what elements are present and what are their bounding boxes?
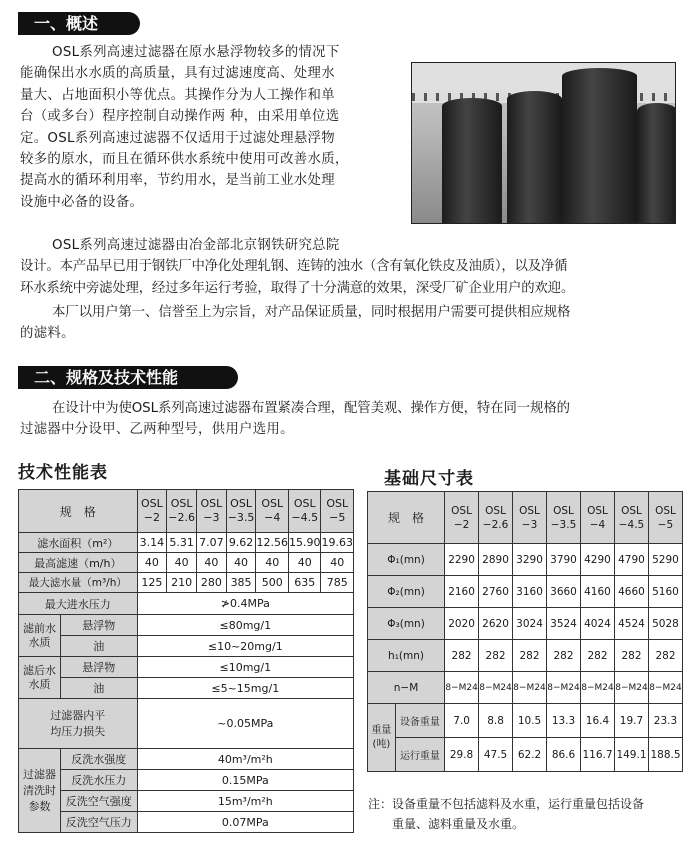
filter-installation-photo [411,62,676,224]
section-1-title: 一、概述 [34,14,99,33]
note-line: 重量、滤料重量及水重。 [368,817,525,831]
row-label: 油 [60,678,137,699]
text-line: 台（或多台）程序控制自动操作两 种，由采用单位选 [20,109,340,125]
row-label: 过滤器内平 均压力损失 [19,699,138,749]
table-cell: 19.7 [614,704,648,738]
table-cell: 8.8 [479,704,513,738]
table-row [19,593,354,615]
intro-paragraph-3 [20,302,690,345]
spec-paragraph [20,398,690,441]
table-cell: 12.56 [256,533,289,553]
table-cell: 15.90 [288,533,321,553]
table-row [19,636,354,657]
row-label: h₁(mn) [368,640,445,672]
table-cell: 8−M24 [445,672,479,704]
table-cell: 0.07MPa [137,812,353,833]
base-size-table [367,491,683,772]
row-label: 运行重量 [395,738,444,772]
table-row [19,657,354,678]
model-header: OSL −4.5 [614,492,648,544]
table-cell: 282 [648,640,682,672]
table-cell: 2760 [479,576,513,608]
group-label: 重量 (吨) [368,704,396,772]
table-row [368,640,683,672]
table-cell: 7.0 [445,704,479,738]
table-cell: 3.14 [137,533,167,553]
model-header: OSL −2 [137,490,167,533]
table-row [368,608,683,640]
table-cell: ≤5~15mg/1 [137,678,353,699]
row-label: 油 [60,636,137,657]
text-line: OSL系列高速过滤器由冶金部北京钢铁研究总院 [52,238,340,253]
text-line: OSL系列高速过滤器在原水悬浮物较多的情况下 [52,45,340,60]
table-cell: 86.6 [547,738,581,772]
table-row [368,576,683,608]
group-label: 滤后水 水质 [19,657,61,699]
row-label: 滤水面积（m²） [19,533,138,553]
table-cell: 282 [513,640,547,672]
table-cell: 4024 [581,608,615,640]
table-cell: 2890 [479,544,513,576]
section-2-title: 二、规格及技术性能 [34,368,179,387]
row-label: 反洗空气强度 [60,791,137,812]
table-row [368,492,683,544]
table-cell: 280 [197,573,227,593]
table-cell: 3290 [513,544,547,576]
table-cell: 3524 [547,608,581,640]
table-cell: 40m³/m²h [137,749,353,770]
table-row [19,749,354,770]
table-cell: 8−M24 [479,672,513,704]
group-label: 滤前水 水质 [19,615,61,657]
table-cell: 125 [137,573,167,593]
note-line: 注：设备重量不包括滤料及水重，运行重量包括设备 [368,797,645,811]
table-cell: 7.07 [197,533,227,553]
text-line: 较多的原水，而且在循环供水系统中使用可改善水质， [20,152,349,168]
row-label: 最高滤速（m/h） [19,553,138,573]
row-label: 最大滤水量（m³/h） [19,573,138,593]
group-label: 过滤器 清洗时 参数 [19,749,61,833]
table-row [19,490,354,533]
table-row [19,770,354,791]
section-1-title-bar [18,12,140,35]
table-cell: 19.63 [321,533,354,553]
text-line: 设计。本产品早已用于钢铁厂中净化处理轧钢、连铸的浊水（含有氧化铁皮及油质），以及净循 [20,259,568,275]
model-header: OSL −2 [445,492,479,544]
table-row [19,812,354,833]
model-header: OSL −4 [581,492,615,544]
table-cell: 635 [288,573,321,593]
table-cell: 282 [581,640,615,672]
table-cell: 3160 [513,576,547,608]
table-cell: 5028 [648,608,682,640]
row-label: Φ₂(mn) [368,576,445,608]
table-cell: 16.4 [581,704,615,738]
model-header: OSL −3 [197,490,227,533]
base-table-title: 基础尺寸表 [384,469,474,489]
table-cell: ≤80mg/1 [137,615,353,636]
table-cell: 4290 [581,544,615,576]
text-line: 过滤器中分设甲、乙两种型号，供用户选用。 [20,422,294,438]
table-cell: 40 [137,553,167,573]
table-cell: 2020 [445,608,479,640]
intro-paragraph-2 [20,235,690,299]
table-cell: 282 [547,640,581,672]
table-cell: 8−M24 [581,672,615,704]
table-cell: 4790 [614,544,648,576]
row-label: 反洗空气压力 [60,812,137,833]
table-row [19,533,354,553]
table-cell: 5160 [648,576,682,608]
model-header: OSL −3.5 [547,492,581,544]
table-cell: ~0.05MPa [137,699,353,749]
row-label: 悬浮物 [60,615,137,636]
spec-header: 规 格 [19,490,138,533]
table-row [19,791,354,812]
table-cell: 29.8 [445,738,479,772]
table-cell: 40 [167,553,197,573]
table-cell: 4160 [581,576,615,608]
table-cell: 10.5 [513,704,547,738]
table-row [368,672,683,704]
row-label: Φ₃(mn) [368,608,445,640]
table-row [19,553,354,573]
table-cell: 0.15MPa [137,770,353,791]
model-header: OSL −5 [648,492,682,544]
text-line: 环水系统中旁滤处理，经过多年运行考验，取得了十分满意的效果，深受厂矿企业用户的欢迎。 [20,280,575,296]
table-cell: 188.5 [648,738,682,772]
table-cell: 3790 [547,544,581,576]
row-label: n−M [368,672,445,704]
table-cell: 2290 [445,544,479,576]
table-cell: 5.31 [167,533,197,553]
table-cell: 40 [197,553,227,573]
row-label: Φ₁(mn) [368,544,445,576]
table-row [19,573,354,593]
table-row [368,738,683,772]
table-cell: 2620 [479,608,513,640]
model-header: OSL −4 [256,490,289,533]
tech-table-title: 技术性能表 [18,463,108,483]
table-cell: 13.3 [547,704,581,738]
table-cell: 116.7 [581,738,615,772]
table-row [368,544,683,576]
spec-header: 规 格 [368,492,445,544]
table-cell: 3024 [513,608,547,640]
text-line: 量大、占地面积小等优点。其操作分为人工操作和单 [20,87,335,103]
table-cell: 5290 [648,544,682,576]
table-cell: 9.62 [226,533,256,553]
model-header: OSL −2.6 [167,490,197,533]
table-cell: 785 [321,573,354,593]
model-header: OSL −3 [513,492,547,544]
table-cell: 385 [226,573,256,593]
table-row [368,704,683,738]
row-label: 反洗水强度 [60,749,137,770]
table-cell: 2160 [445,576,479,608]
text-line: 在设计中为使OSL系列高速过滤器布置紧凑合理，配管美观、操作方便，特在同一规格的 [52,401,570,416]
table-cell: 40 [288,553,321,573]
row-label: 设备重量 [395,704,444,738]
table-cell: 4524 [614,608,648,640]
row-label: 最大进水压力 [19,593,138,615]
weight-note [368,794,684,834]
intro-paragraph-1 [20,42,410,213]
text-line: 的滤料。 [20,326,75,342]
section-2-title-bar [18,366,238,389]
table-cell: ≤10~20mg/1 [137,636,353,657]
model-header: OSL −5 [321,490,354,533]
model-header: OSL −4.5 [288,490,321,533]
table-cell: 8−M24 [513,672,547,704]
table-cell: 40 [321,553,354,573]
table-cell: 23.3 [648,704,682,738]
row-label: 悬浮物 [60,657,137,678]
text-line: 定。OSL系列高速过滤器不仅适用于过滤处理悬浮物 [20,130,335,146]
table-cell: 149.1 [614,738,648,772]
text-line: 本厂以用户第一、信誉至上为宗旨，对产品保证质量，同时根据用户需要可提供相应规格 [52,305,571,320]
model-header: OSL −2.6 [479,492,513,544]
text-line: 提高水的循环利用率，节约用水，是当前工业水处理 [20,173,335,189]
table-cell: 40 [226,553,256,573]
table-cell: 282 [445,640,479,672]
table-cell: 40 [256,553,289,573]
table-cell: 8−M24 [648,672,682,704]
table-cell: ≯0.4MPa [137,593,353,615]
text-line: 设施中必备的设备。 [20,194,144,210]
table-cell: ≤10mg/1 [137,657,353,678]
row-label: 反洗水压力 [60,770,137,791]
table-row [19,699,354,749]
table-cell: 3660 [547,576,581,608]
table-cell: 47.5 [479,738,513,772]
table-cell: 282 [479,640,513,672]
text-line: 能确保出水水质的高质量，具有过滤速度高、处理水 [20,66,335,82]
table-cell: 210 [167,573,197,593]
table-cell: 500 [256,573,289,593]
table-cell: 8−M24 [614,672,648,704]
table-row [19,678,354,699]
table-cell: 8−M24 [547,672,581,704]
model-header: OSL −3.5 [226,490,256,533]
table-cell: 282 [614,640,648,672]
table-cell: 62.2 [513,738,547,772]
table-row [19,615,354,636]
table-cell: 15m³/m²h [137,791,353,812]
table-cell: 4660 [614,576,648,608]
tech-performance-table [18,489,354,833]
